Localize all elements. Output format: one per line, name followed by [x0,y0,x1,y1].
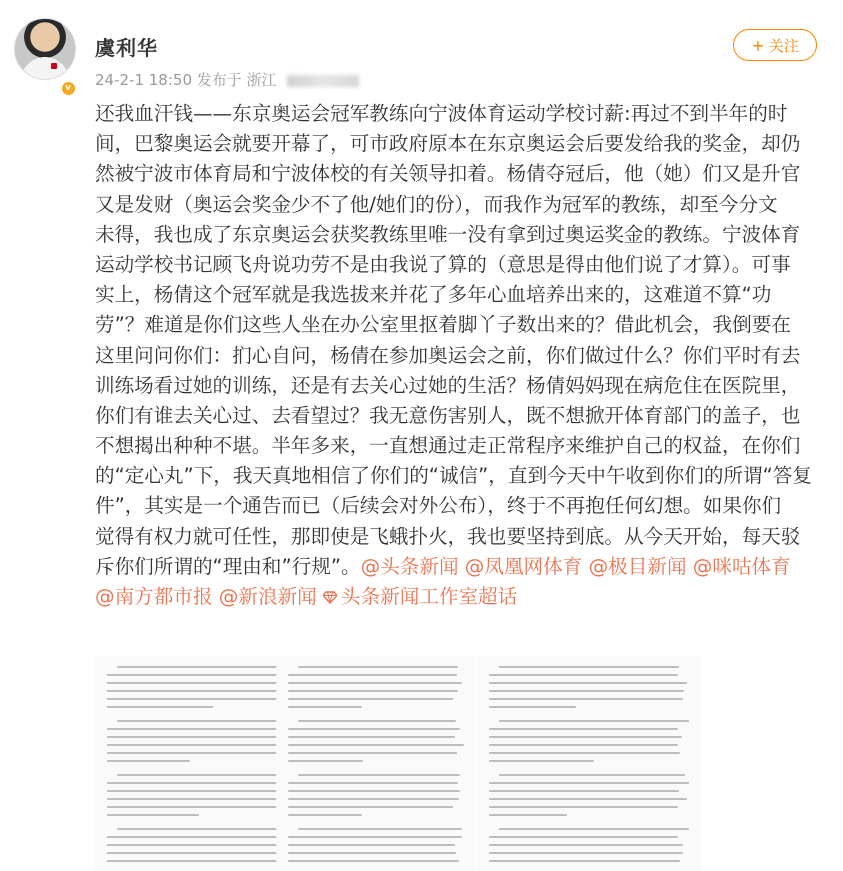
mention-link[interactable]: @新浪新闻 [218,585,317,608]
post-text-line: 实上，杨倩这个冠军就是我选拔来并花了多年心血培养出来的，这难道不算“功 [95,283,772,307]
thumbnail-text-line [107,698,301,700]
thumbnail-text-line [107,782,304,784]
image-grid [95,656,817,871]
thumbnail-text-line [107,690,296,692]
thumbnail-text-line [288,682,462,684]
verified-badge-icon: v [60,80,76,96]
mention-link[interactable]: @极目新闻 [588,554,687,578]
post-meta [95,69,359,90]
thumbnail-text-line [489,836,678,838]
post-location: 发布于 浙江 [196,71,277,89]
thumbnail-text-line [107,744,302,746]
thumbnail-text-line [288,790,460,792]
thumbnail-text-line [288,706,362,708]
post-text-line: 不想揭出种种不堪。半年多来，一直想通过走正常程序来维护自己的权益，在你们 [95,434,801,458]
mention-link[interactable]: @头条新闻 [360,554,459,578]
post-text-line: 还我血汗钱——东京奥运会冠军教练向宁波体育运动学校讨薪:再过不到半年的时 [95,102,788,125]
follow-label: 关注 [768,36,799,55]
thumbnail-text-line [489,852,683,854]
attached-document-image[interactable] [276,656,476,871]
thumbnail-text-line [489,698,683,700]
thumbnail-text-line [489,860,680,862]
thumbnail-text-line [298,666,458,668]
thumbnail-text-line [107,814,199,816]
thumbnail-text-line [288,798,459,800]
thumbnail-text-line [107,752,299,754]
thumbnail-text-line [107,760,190,762]
thumbnail-text-line [107,798,297,800]
thumbnail-text-line [107,836,300,838]
thumbnail-text-line [288,752,457,754]
thumbnail-text-line [489,706,576,708]
thumbnail-text-line [117,720,299,722]
thumbnail-text-line [288,844,455,846]
thumbnail-text-line [489,798,687,800]
thumbnail-text-line [288,860,459,862]
post-text-tail: 斥你们所谓的“理由和”行规”。 [95,554,361,578]
thumbnail-text-line [107,674,301,676]
post-body [95,99,817,612]
plus-icon: + [751,35,765,55]
supertopic-diamond-icon [323,590,337,604]
thumbnail-text-line [489,760,594,762]
thumbnail-text-line [107,852,294,854]
thumbnail-text-line [489,736,682,738]
thumbnail-text-line [489,790,679,792]
thumbnail-text-line [107,790,293,792]
post-text-line: 觉得有权力就可任性，那即使是飞蛾扑火，我也要坚持到底。从今天开始，每天驳 [95,524,801,548]
post-text-line: 劳”？难道是你们这些人坐在办公室里抠着脚丫子数出来的？借此机会，我倒要在 [95,313,791,337]
thumbnail-text-line [489,782,689,784]
thumbnail-text-line [107,736,293,738]
thumbnail-text-line [298,720,456,722]
thumbnail-text-line [107,706,213,708]
post-text-line: 件”，其实是一个通告而已（后续会对外公布），终于不再抱任何幻想。如果你们 [95,494,782,518]
thumbnail-text-line [489,690,684,692]
thumbnail-text-line [107,806,293,808]
thumbnail-text-line [499,828,689,830]
avatar[interactable] [14,18,76,80]
post-text-line: 的“定心丸”下，我天真地相信了你们的“诚信”，直到今天中午收到你们的所谓“答复 [95,464,812,488]
thumbnail-text-line [117,774,301,776]
thumbnail-text-line [288,760,363,762]
thumbnail-text-line [107,860,302,862]
thumbnail-text-line [489,744,678,746]
post-text-line: 训练场看过她的训练，还是有去关心过她的生活？杨倩妈妈现在病危住在医院里， [95,373,801,397]
post-text-line: 这里问问你们：扪心自问，杨倩在参加奥运会之前，你们做过什么？你们平时有去 [95,343,801,367]
thumbnail-text-line [117,828,301,830]
thumbnail-text-line [107,728,294,730]
thumbnail-text-line [489,806,678,808]
mention-link[interactable]: @咪咕体育 [692,554,791,578]
thumbnail-text-line [288,814,362,816]
thumbnail-text-line [288,836,462,838]
thumbnail-text-line [288,806,453,808]
thumbnail-text-line [489,728,678,730]
thumbnail-text-line [298,828,462,830]
blurred-redaction [287,75,359,87]
mentions-line [95,582,817,612]
supertopic-link[interactable] [323,585,517,608]
thumbnail-text-line [288,744,464,746]
post-text-line: 你们有谁去关心过、去看望过？我无意伤害别人，既不想掀开体育部门的盖子，也 [95,403,801,427]
post-date[interactable]: 24-2-1 18:50 [95,71,192,89]
thumbnail-text-line [288,852,456,854]
avatar-shirt [21,57,69,80]
thumbnail-text-line [499,774,685,776]
author-name[interactable]: 虞利华 [95,36,158,60]
follow-button[interactable] [733,29,817,61]
thumbnail-text-line [288,736,455,738]
thumbnail-text-line [288,690,458,692]
post-text-line: 然被宁波市体育局和宁波体校的有关领导扣着。杨倩夺冠后，他（她）们又是升官 [95,162,801,186]
post-text-line: 运动学校书记顾飞舟说功劳不是由我说了算的（意思是得由他们说了才算）。可事 [95,252,791,276]
thumbnail-text-line [499,720,689,722]
thumbnail-text-line [107,682,302,684]
supertopic-label: 头条新闻工作室超话 [341,585,518,608]
thumbnail-text-line [288,728,460,730]
avatar-flag-icon [51,63,57,69]
thumbnail-text-line [489,814,567,816]
thumbnail-text-line [288,674,457,676]
mention-link[interactable]: @南方都市报 [95,585,213,608]
thumbnail-text-line [489,752,680,754]
post-text-line: 未得，我也成了东京奥运会获奖教练里唯一没有拿到过奥运奖金的教练。宁波体育 [95,222,801,246]
thumbnail-text-line [107,844,304,846]
mention-link[interactable]: @凤凰网体育 [464,554,583,578]
attached-document-image[interactable] [477,656,701,871]
thumbnail-text-line [489,682,687,684]
thumbnail-text-line [499,666,679,668]
thumbnail-text-line [288,782,458,784]
post-text-line: 又是发财（奥运会奖金少不了他/她们的份），而我作为冠军的教练，却至今分文 [95,192,778,216]
thumbnail-text-line [298,774,460,776]
thumbnail-text-line [489,844,683,846]
thumbnail-text-line [489,674,678,676]
post-text-line-with-mentions [95,552,817,582]
thumbnail-text-line [288,698,453,700]
post-text-line: 间，巴黎奥运会就要开幕了，可市政府原本在东京奥运会后要发给我的奖金，却仍 [95,132,801,156]
